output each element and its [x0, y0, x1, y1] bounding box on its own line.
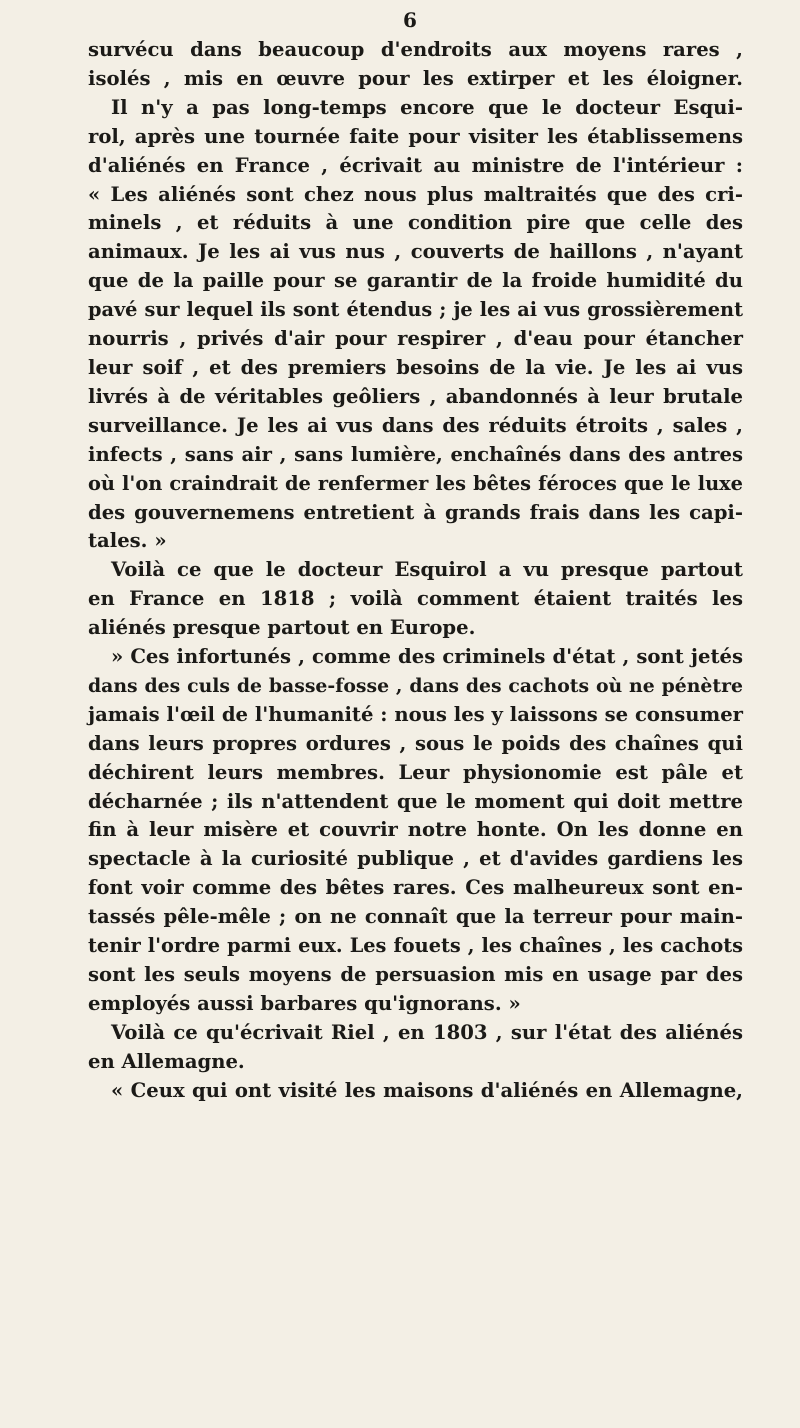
text-line: pavé sur lequel ils sont étendus ; je les ai vus grossièrement — [88, 298, 743, 322]
text-line: Voilà ce que le docteur Esquirol a vu presque partout — [111, 558, 743, 582]
text-line: font voir comme des bêtes rares. Ces malheureux sont en- — [88, 876, 743, 900]
text-line: jamais l'œil de l'humanité : nous les y laissons se consumer — [88, 702, 743, 726]
text-line: infects , sans air , sans lumière, enchaînés dans des antres — [88, 442, 743, 466]
text-line: décharnée ; ils n'attendent que le moment qui doit mettre — [88, 789, 743, 813]
text-line: « Les aliénés sont chez nous plus maltraités que des cri- — [88, 182, 743, 206]
text-line: en Allemagne. — [88, 1049, 245, 1073]
text-line: sont les seuls moyens de persuasion mis en usage par des — [88, 963, 743, 986]
text-line: Voilà ce qu'écrivait Riel , en 1803 , sur l'état des aliénés — [111, 1020, 743, 1044]
text-line: dans des culs de basse-fosse , dans des cachots où ne pénètre — [88, 674, 743, 697]
page-number: 6 — [403, 8, 417, 32]
text-line: Il n'y a pas long-temps encore que le docteur Esqui- — [111, 95, 743, 119]
text-line: livrés à de véritables geôliers , abandonnés à leur brutale — [88, 384, 743, 408]
text-line: des gouvernemens entretient à grands frais dans les capi- — [88, 500, 743, 524]
text-line: leur soif , et des premiers besoins de la vie. Je les ai vus — [88, 355, 743, 379]
text-line: surveillance. Je les ai vus dans des réduits étroits , sales , — [88, 413, 743, 437]
text-line: en France en 1818 ; voilà comment étaient traités les — [88, 587, 743, 611]
text-line: employés aussi barbares qu'ignorans. » — [88, 991, 521, 1015]
text-line: spectacle à la curiosité publique , et d'avides gardiens les — [88, 847, 743, 871]
text-line: isolés , mis en œuvre pour les extirper et les éloigner. — [88, 66, 743, 90]
text-line: nourris , privés d'air pour respirer , d'eau pour étancher — [88, 327, 743, 351]
text-line: tenir l'ordre parmi eux. Les fouets , les chaînes , les cachots — [88, 934, 743, 958]
text-line: fin à leur misère et couvrir notre honte. On les donne en — [88, 818, 743, 842]
text-line: « Ceux qui ont visité les maisons d'aliénés en Allemagne, — [111, 1078, 743, 1102]
text-line: minels , et réduits à une condition pire que celle des — [88, 211, 743, 235]
text-line: aliénés presque partout en Europe. — [88, 616, 476, 640]
text-line: que de la paille pour se garantir de la froide humidité du — [88, 269, 743, 293]
text-line: rol, après une tournée faite pour visiter les établissemens — [88, 124, 743, 148]
text-line: où l'on craindrait de renfermer les bêtes féroces que le luxe — [88, 471, 743, 495]
text-line: survécu dans beaucoup d'endroits aux moyens rares , — [88, 38, 743, 61]
text-line: tassés pêle-mêle ; on ne connaît que la terreur pour main- — [88, 905, 743, 929]
text-line: » Ces infortunés , comme des criminels d'état , sont jetés — [111, 645, 743, 669]
text-line: déchirent leurs membres. Leur physionomie est pâle et — [88, 760, 743, 784]
text-line: tales. » — [88, 529, 167, 553]
text-line: d'aliénés en France , écrivait au ministre de l'intérieur : — [88, 153, 743, 177]
text-line: dans leurs propres ordures , sous le poids des chaînes qui — [88, 731, 743, 755]
text-line: animaux. Je les ai vus nus , couverts de haillons , n'ayant — [88, 240, 743, 264]
body-text — [88, 36, 743, 1106]
